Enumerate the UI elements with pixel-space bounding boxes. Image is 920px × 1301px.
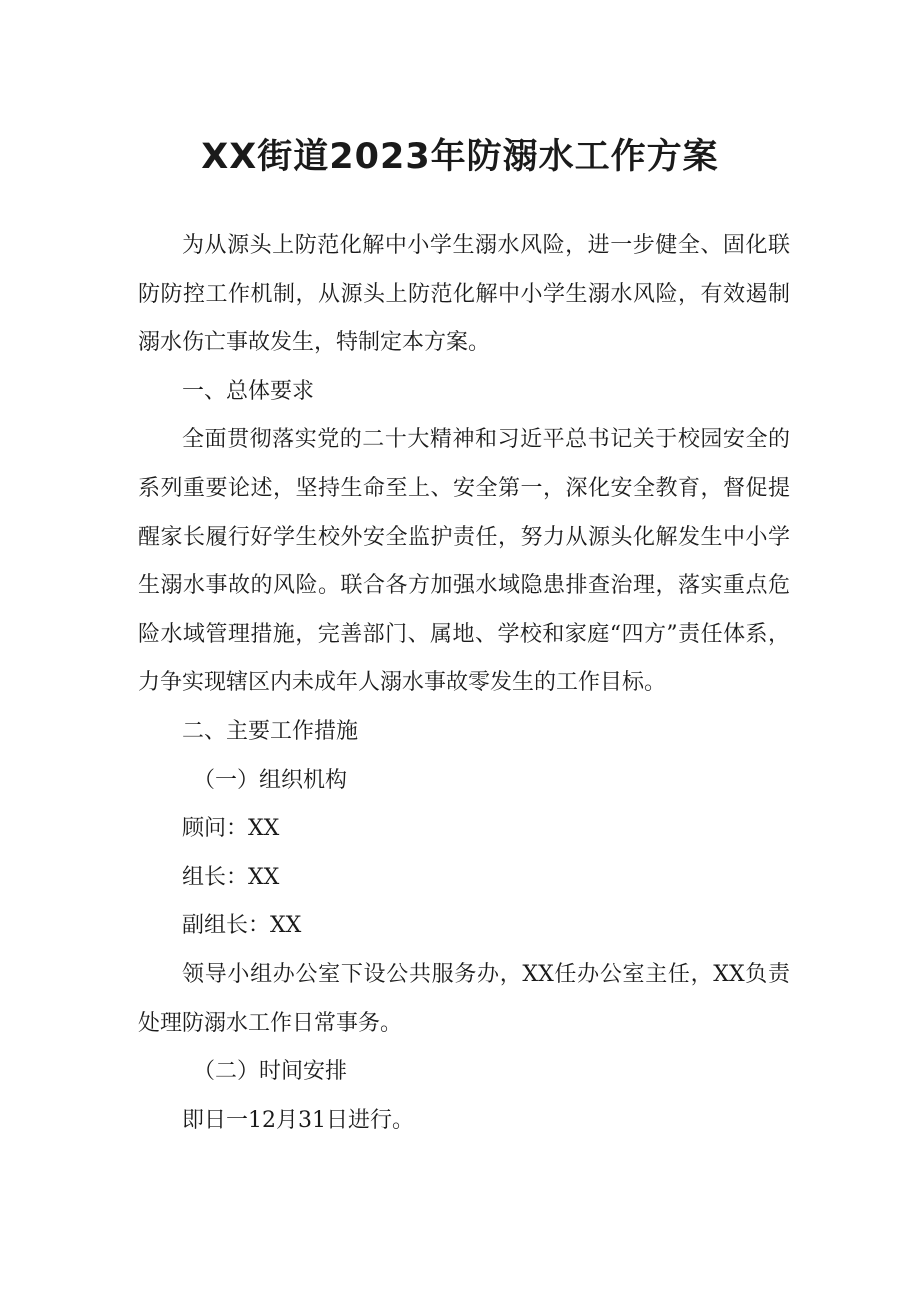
overall-requirements-paragraph: 全面贯彻落实党的二十大精神和习近平总书记关于校园安全的系列重要论述，坚持生命至上、安全第一，深化安全教育，督促提醒家长履行好学生校外安全监护责任，努力从源头化解发生中小学生溺水事故的风险。联合各方加强水域隐患排查治理，落实重点危险水域管理措施，完善部门、属地、学校和家庭“四方”责任体系，力争实现辖区内未成年人溺水事故零发生的工作目标。 bbox=[138, 427, 790, 696]
document-body bbox=[138, 222, 790, 1145]
leader-line: 组长：XX bbox=[182, 864, 280, 890]
office-paragraph: 领导小组办公室下设公共服务办，XX任办公室主任，XX负责处理防溺水工作日常事务。 bbox=[138, 961, 790, 1036]
section-heading-main-measures: 二、主要工作措施 bbox=[182, 718, 359, 744]
section-heading-overall-requirements: 一、总体要求 bbox=[182, 378, 315, 404]
schedule-paragraph: 即日一12月31日进行。 bbox=[182, 1107, 414, 1133]
subsection-heading-schedule: （二）时间安排 bbox=[193, 1059, 348, 1085]
intro-paragraph: 为从源头上防范化解中小学生溺水风险，进一步健全、固化联防防控工作机制，从源头上防范化解中小学生溺水风险，有效遏制溺水伤亡事故发生，特制定本方案。 bbox=[138, 233, 790, 356]
subsection-heading-organization: （一）组织机构 bbox=[193, 767, 348, 793]
deputy-leader-line: 副组长：XX bbox=[182, 913, 302, 939]
advisor-line: 顾问：XX bbox=[182, 816, 280, 842]
document-title: XX街道2023年防溺水工作方案 bbox=[201, 137, 719, 177]
